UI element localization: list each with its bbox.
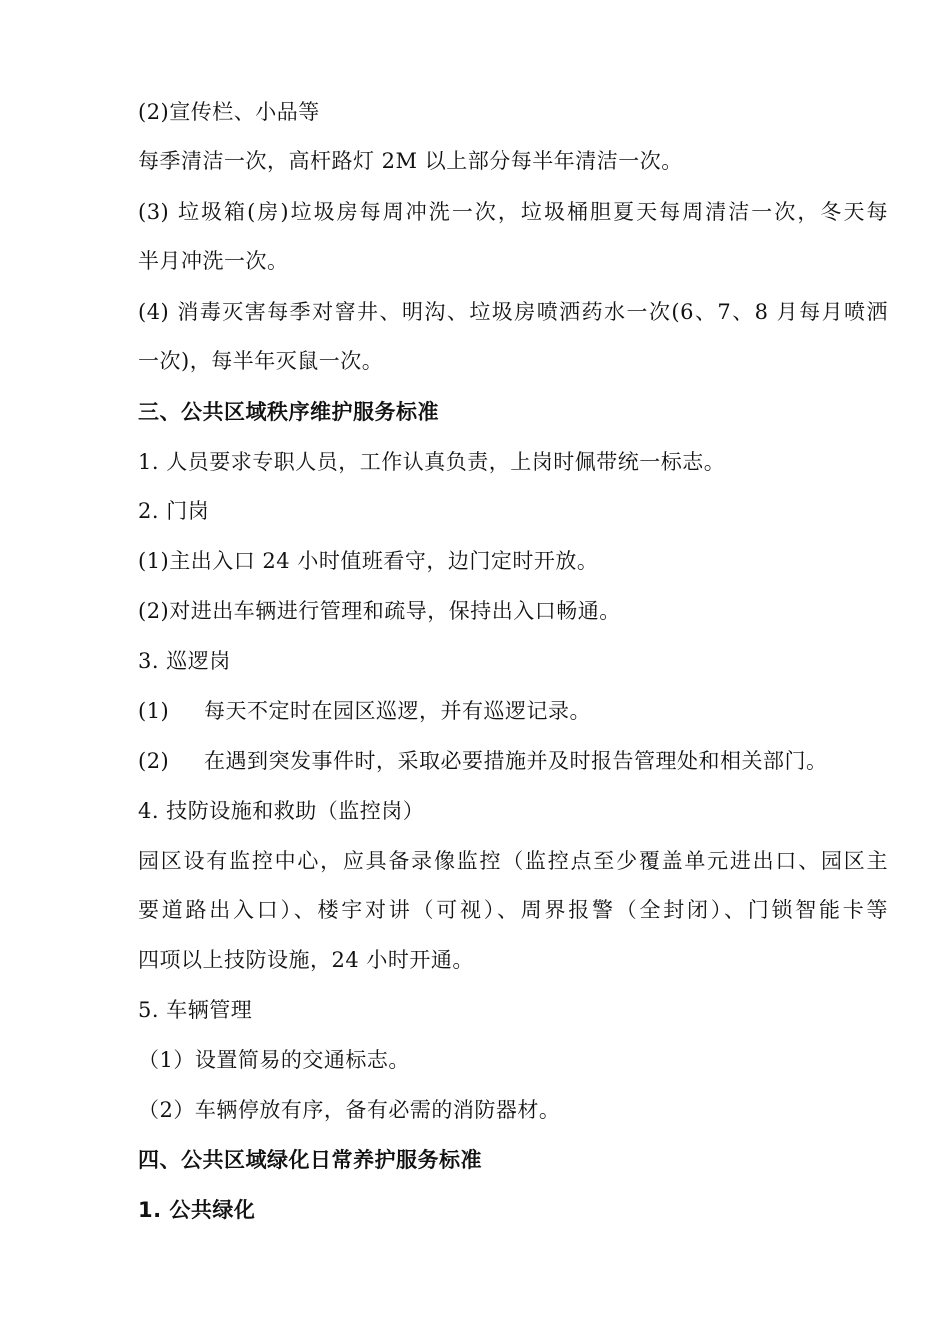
item-disinfection-line-1: (4) 消毒灭害每季对窨井、明沟、垃圾房喷洒药水一次(6、7、8 月每月喷洒 (138, 300, 888, 324)
item-vehicle-management: 5. 车辆管理 (138, 998, 253, 1022)
item-traffic-signs: （1）设置简易的交通标志。 (138, 1048, 410, 1072)
section-heading-greening-maintenance: 四、公共区域绿化日常养护服务标准 (138, 1148, 482, 1172)
item-number: (1) (138, 699, 170, 723)
item-gate-post: 2. 门岗 (138, 499, 210, 523)
item-patrol-sub-1 (138, 696, 888, 726)
monitoring-text-line-3: 四项以上技防设施，24 小时开通。 (138, 948, 474, 972)
item-disinfection-line-2: 一次)，每半年灭鼠一次。 (138, 349, 384, 373)
item-main-entrance: (1)主出入口 24 小时值班看守，边门定时开放。 (138, 549, 599, 573)
monitoring-text-line-1: 园区设有监控中心，应具备录像监控（监控点至少覆盖单元进出口、园区主 (138, 849, 888, 873)
item-text: 在遇到突发事件时，采取必要措施并及时报告管理处和相关部门。 (204, 749, 828, 773)
item-number: (2) (138, 749, 170, 773)
item-staff-requirements: 1. 人员要求专职人员，工作认真负责，上岗时佩带统一标志。 (138, 450, 726, 474)
item-security-facilities: 4. 技防设施和救助（监控岗） (138, 799, 425, 823)
item-garbage-bin-line-1: (3) 垃圾箱(房)垃圾房每周冲洗一次，垃圾桶胆夏天每周清洁一次，冬天每 (138, 200, 888, 224)
section-heading-order-maintenance: 三、公共区域秩序维护服务标准 (138, 400, 439, 424)
item-text: 每天不定时在园区巡逻，并有巡逻记录。 (204, 699, 591, 723)
item-public-greening: 1. 公共绿化 (138, 1198, 256, 1222)
item-publicity-board: (2)宣传栏、小品等 (138, 100, 320, 124)
item-parking-order: （2）车辆停放有序，备有必需的消防器材。 (138, 1098, 561, 1122)
monitoring-text-line-2: 要道路出入口）、楼宇对讲（可视）、周界报警（全封闭）、门锁智能卡等 (138, 898, 888, 922)
item-patrol-post: 3. 巡逻岗 (138, 649, 231, 673)
item-garbage-bin-line-2: 半月冲洗一次。 (138, 249, 289, 273)
item-vehicle-control: (2)对进出车辆进行管理和疏导，保持出入口畅通。 (138, 599, 621, 623)
item-patrol-sub-2 (138, 746, 888, 776)
cleaning-frequency-text: 每季清洁一次，高杆路灯 2M 以上部分每半年清洁一次。 (138, 149, 683, 173)
